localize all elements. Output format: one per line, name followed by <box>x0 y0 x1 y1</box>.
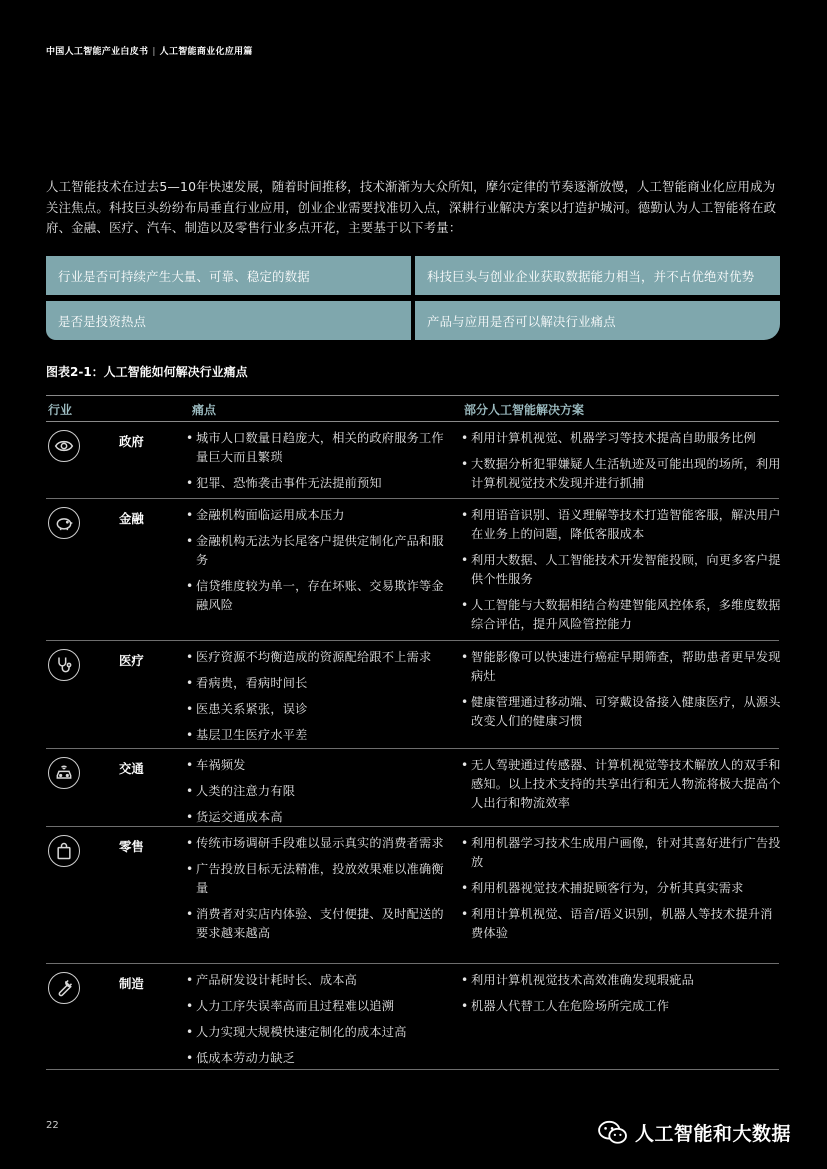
figure-title: 图表2-1：人工智能如何解决行业痛点 <box>46 365 248 379</box>
industry-name: 零售 <box>119 839 144 854</box>
solution-item: • 利用大数据、人工智能技术开发智能投顾，向更多客户提供个性服务 <box>461 551 781 589</box>
solution-item: • 利用计算机视觉、机器学习等技术提高自助服务比例 <box>461 429 781 448</box>
consideration-box: 是否是投资热点 <box>46 301 411 340</box>
pain-item: • 信贷维度较为单一，存在坏账、交易欺诈等金融风险 <box>186 577 456 615</box>
stethoscope-icon <box>48 649 80 681</box>
pain-item: • 货运交通成本高 <box>186 808 456 827</box>
header-subtitle: 人工智能商业化应用篇 <box>159 47 253 57</box>
pain-points <box>186 971 456 1075</box>
pain-points <box>186 506 456 622</box>
pain-item: • 低成本劳动力缺乏 <box>186 1049 456 1068</box>
header-title: 中国人工智能产业白皮书 <box>46 47 149 57</box>
solution-item: • 智能影像可以快速进行癌症早期筛查，帮助患者更早发现病灶 <box>461 648 781 686</box>
solutions <box>461 429 781 500</box>
solution-item: • 利用计算机视觉、语音/语义识别，机器人等技术提升消费体验 <box>461 905 781 943</box>
pain-item: • 基层卫生医疗水平差 <box>186 726 456 745</box>
industry-name: 制造 <box>119 976 144 991</box>
pain-item: • 看病贵，看病时间长 <box>186 674 456 693</box>
pain-item: • 广告投放目标无法精准，投放效果难以准确衡量 <box>186 860 456 898</box>
consideration-box: 产品与应用是否可以解决行业痛点 <box>415 301 780 340</box>
intro-paragraph: 人工智能技术在过去5—10年快速发展，随着时间推移，技术渐渐为大众所知，摩尔定律的节奏逐渐放慢，人工智能商业化应用成为关注焦点。科技巨头纷纷布局垂直行业应用，创业企业需要找准切入点，深耕行业解决方案以打造护城河。德勤认为人工智能将在政府、金融、医疗、汽车、制造以及零售行业多点开花，主要基于以下考量： <box>46 179 777 235</box>
consideration-box: 行业是否可持续产生大量、可靠、稳定的数据 <box>46 256 411 295</box>
table-row <box>46 749 779 827</box>
solution-item: • 健康管理通过移动端、可穿戴设备接入健康医疗，从源头改变人们的健康习惯 <box>461 693 781 731</box>
table-row <box>46 499 779 641</box>
header-separator: | <box>152 47 156 57</box>
consideration-box: 科技巨头与创业企业获取数据能力相当，并不占优绝对优势 <box>415 256 780 295</box>
pain-item: • 产品研发设计耗时长、成本高 <box>186 971 456 990</box>
solution-item: • 大数据分析犯罪嫌疑人生活轨迹及可能出现的场所，利用计算机视觉技术发现并进行抓捕 <box>461 455 781 493</box>
pain-item: • 人力实现大规模快速定制化的成本过高 <box>186 1023 456 1042</box>
solution-item: • 利用机器视觉技术捕捉顾客行为，分析其真实需求 <box>461 879 781 898</box>
header-solution: 部分人工智能解决方案 <box>464 403 585 417</box>
wechat-icon <box>597 1120 629 1146</box>
solution-item: • 利用语音识别、语义理解等技术打造智能客服，解决用户在业务上的问题，降低客服成本 <box>461 506 781 544</box>
pain-item: • 人力工序失误率高而且过程难以追溯 <box>186 997 456 1016</box>
pain-points <box>186 834 456 950</box>
pain-item: • 医患关系紧张，误诊 <box>186 700 456 719</box>
pain-item: • 城市人口数量日趋庞大，相关的政府服务工作量巨大而且繁琐 <box>186 429 456 467</box>
pain-points <box>186 429 456 500</box>
solution-item: • 人工智能与大数据相结合构建智能风控体系，多维度数据综合评估，提升风险管控能力 <box>461 596 781 634</box>
pain-item: • 消费者对实店内体验、支付便捷、及时配送的要求越来越高 <box>186 905 456 943</box>
solution-item: • 机器人代替工人在危险场所完成工作 <box>461 997 781 1016</box>
consideration-boxes <box>46 256 779 340</box>
solutions <box>461 756 781 820</box>
pain-item: • 犯罪、恐怖袭击事件无法提前预知 <box>186 474 456 493</box>
solutions <box>461 834 781 950</box>
brand-name: 人工智能和大数据 <box>635 1123 792 1145</box>
pain-points <box>186 756 456 834</box>
pain-item: • 金融机构面临运用成本压力 <box>186 506 456 525</box>
table-row <box>46 827 779 964</box>
pain-point-table <box>46 395 779 1070</box>
table-row <box>46 422 779 499</box>
eye-icon <box>48 430 80 462</box>
running-header <box>46 44 253 57</box>
watermark-brand <box>597 1119 791 1146</box>
page-number: 22 <box>46 1120 59 1131</box>
solution-item: • 无人驾驶通过传感器、计算机视觉等技术解放人的双手和感知。以上技术支持的共享出行和无人物流将极大提高个人出行和物流效率 <box>461 756 781 813</box>
industry-name: 金融 <box>119 511 144 526</box>
pain-item: • 金融机构无法为长尾客户提供定制化产品和服务 <box>186 532 456 570</box>
pain-item: • 车祸频发 <box>186 756 456 775</box>
pain-item: • 医疗资源不均衡造成的资源配给跟不上需求 <box>186 648 456 667</box>
table-row <box>46 641 779 749</box>
solutions <box>461 506 781 641</box>
piggy-bank-icon <box>48 507 80 539</box>
solution-item: • 利用计算机视觉技术高效准确发现瑕疵品 <box>461 971 781 990</box>
industry-name: 医疗 <box>119 653 144 668</box>
shopping-bag-icon <box>48 835 80 867</box>
header-industry: 行业 <box>48 403 73 417</box>
pain-item: • 人类的注意力有限 <box>186 782 456 801</box>
table-row <box>46 964 779 1070</box>
solution-item: • 利用机器学习技术生成用户画像，针对其喜好进行广告投放 <box>461 834 781 872</box>
table-header <box>46 395 779 422</box>
industry-name: 政府 <box>119 434 144 449</box>
header-pain: 痛点 <box>192 403 217 417</box>
wrench-icon <box>48 972 80 1004</box>
solutions <box>461 648 781 738</box>
solutions <box>461 971 781 1023</box>
industry-name: 交通 <box>119 761 144 776</box>
car-icon <box>48 757 80 789</box>
pain-points <box>186 648 456 752</box>
pain-item: • 传统市场调研手段难以显示真实的消费者需求 <box>186 834 456 853</box>
